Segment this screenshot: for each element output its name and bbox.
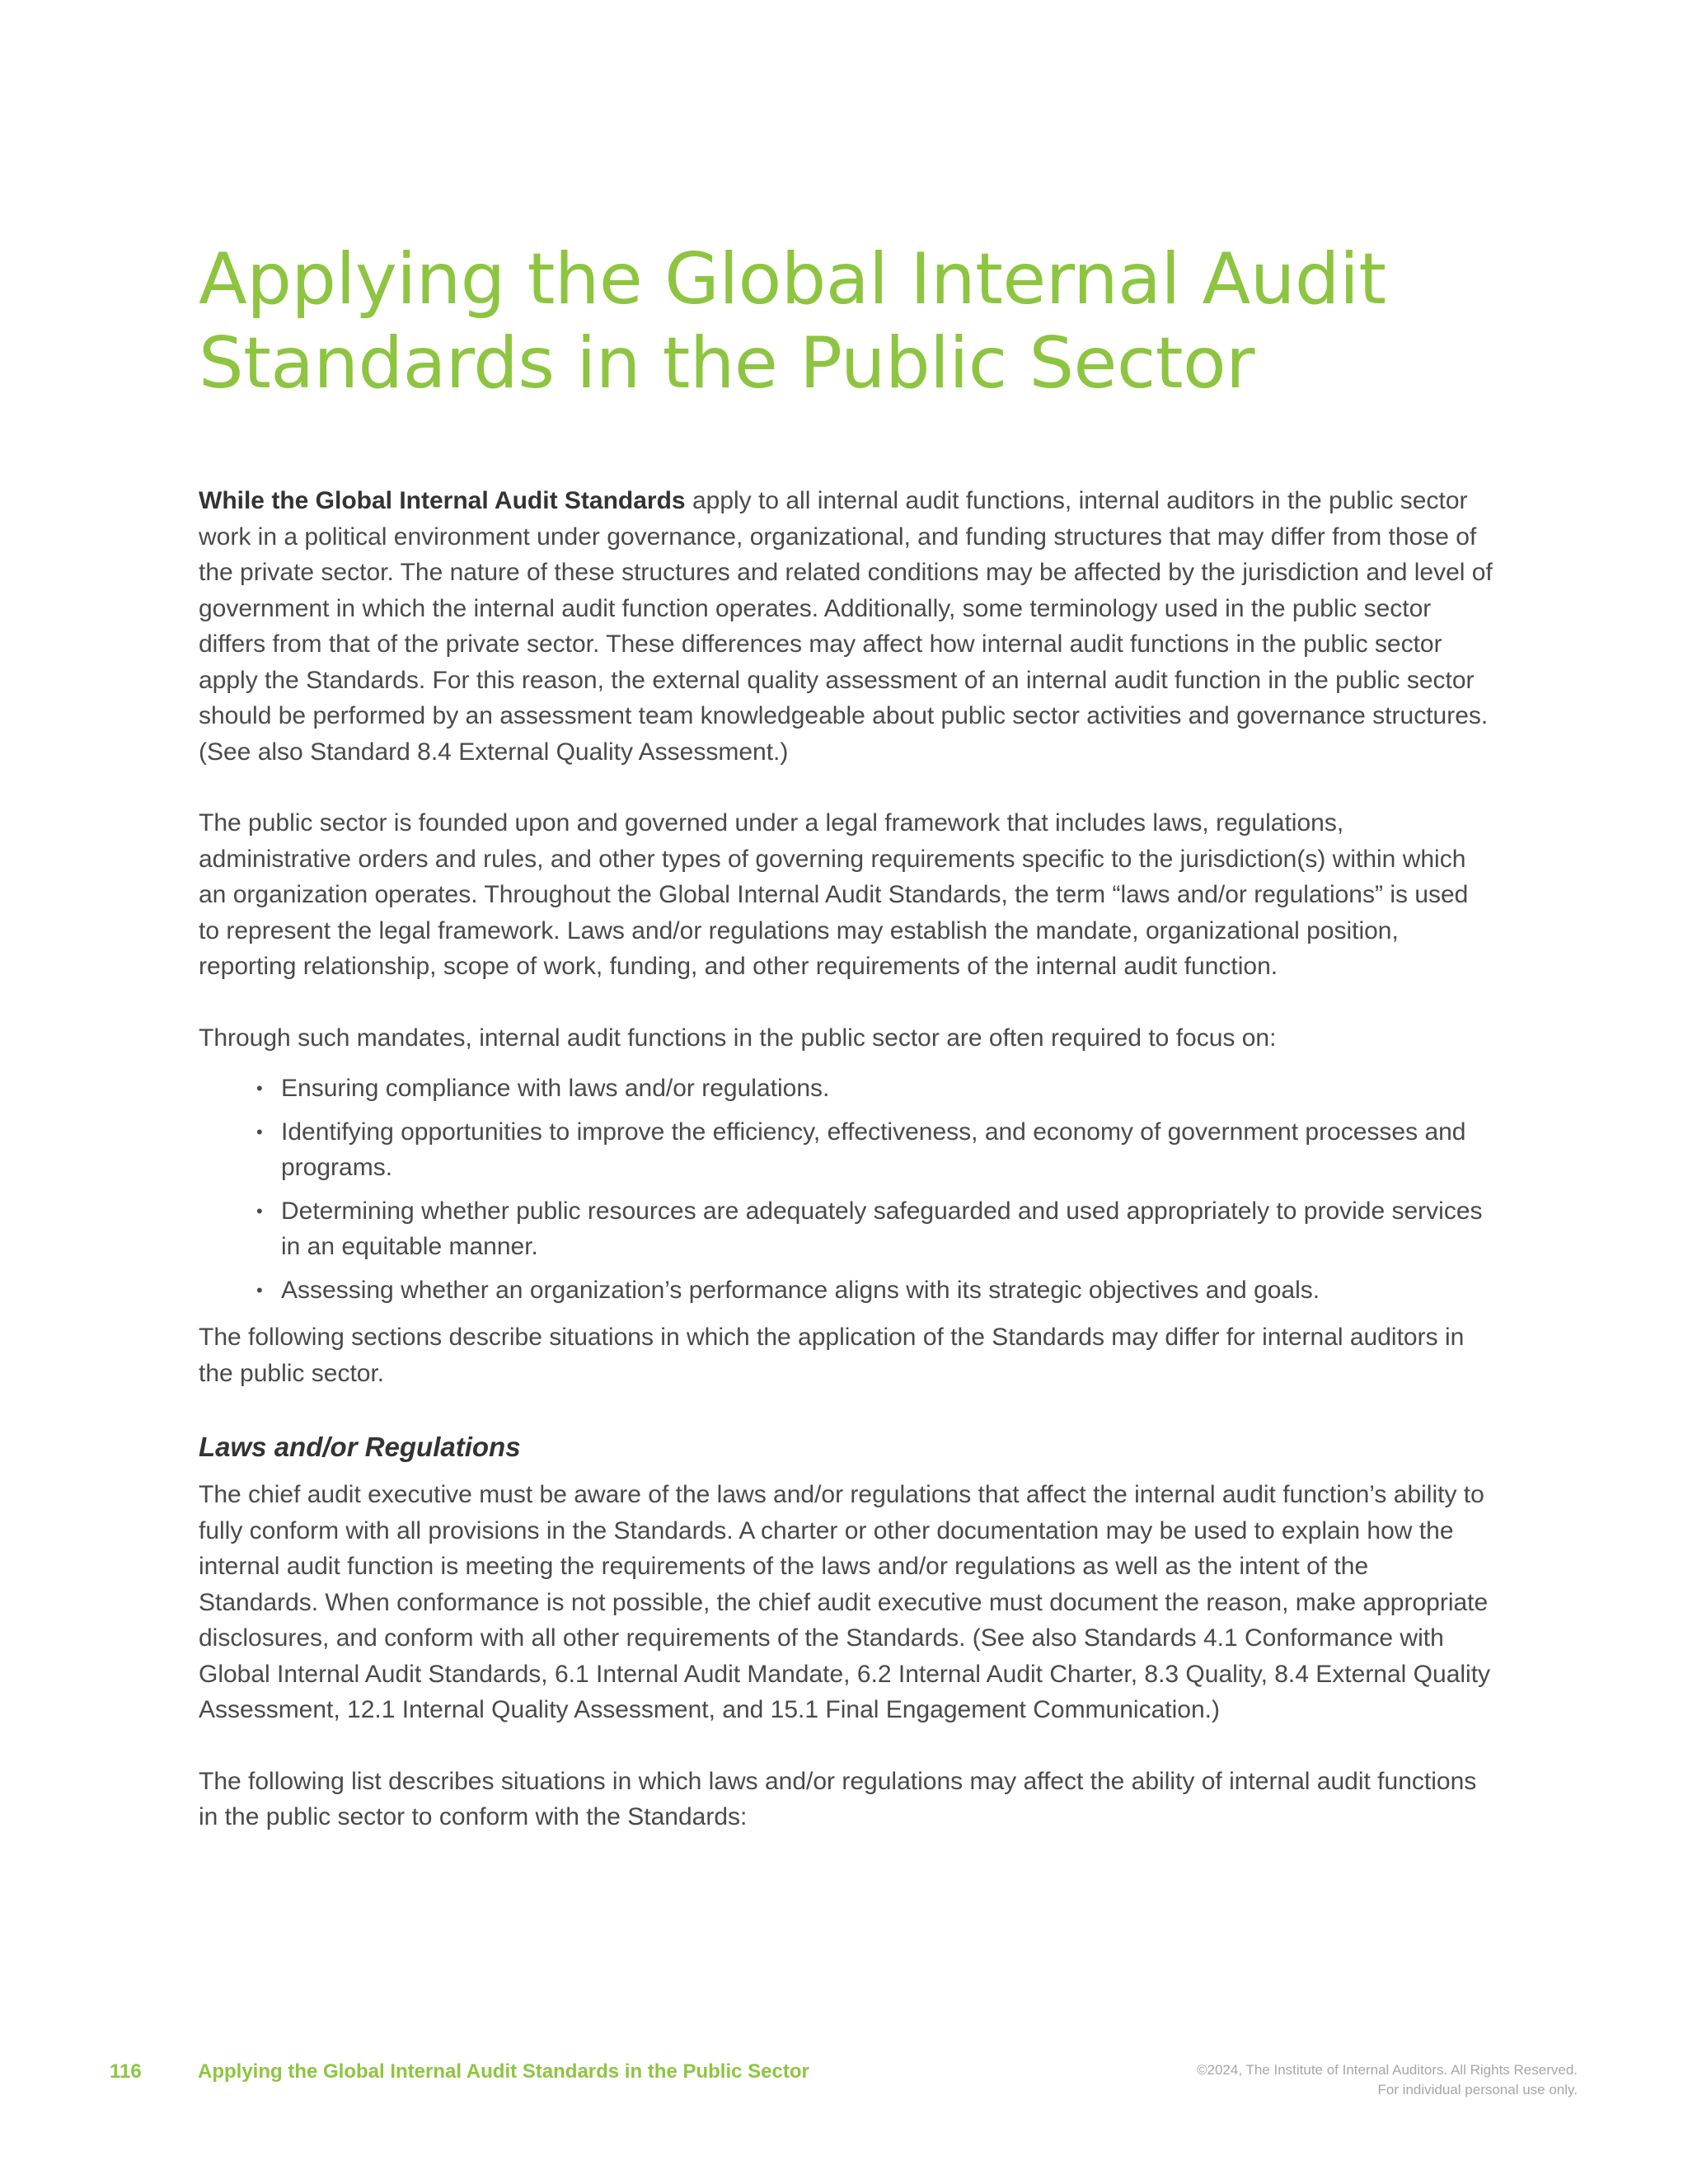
- intro-bold-lead: While the Global Internal Audit Standards: [199, 487, 686, 514]
- footer-copyright: [1197, 2060, 1578, 2100]
- title-line-1: Applying the Global Internal Audit: [199, 238, 1386, 321]
- title-line-2: Standards in the Public Sector: [199, 322, 1254, 405]
- bullet-icon: •: [256, 1078, 263, 1099]
- usage-text: For individual personal use only.: [1377, 2082, 1578, 2097]
- bullet-icon: •: [256, 1121, 263, 1142]
- copyright-text: ©2024, The Institute of Internal Auditors. All Rights Reserved.: [1196, 2062, 1578, 2078]
- footer-section-title: Applying the Global Internal Audit Standards in the Public Sector: [198, 2060, 809, 2083]
- page-title: [199, 237, 1493, 405]
- intro-paragraph: [199, 483, 1493, 770]
- situations-paragraph: The following list describes situations in which laws and/or regulations may affect the ability of internal audit functions in the public sector to conform with the Standards:: [199, 1767, 1477, 1830]
- intro-text: apply to all internal audit functions, internal auditors in the public sector work in a political environment under governance, organizational, and funding structures that may differ from those of the private sector. The nature of these structures and related conditions may be affected by the jurisdiction and level of government in which the internal audit function operates. Additionally, some terminology used in the public sector differs from that of the private sector. These differences may affect how internal audit functions in the public sector apply the Standards. For this reason, the external quality assessment of an internal audit function in the public sector should be performed by an assessment team knowledgeable about public sector activities and governance structures. (See also Standard 8.4 External Quality Assessment.): [199, 487, 1493, 766]
- sections-paragraph: The following sections describe situations in which the application of the Standards may differ for internal auditors in the public sector.: [199, 1324, 1465, 1387]
- bullet-icon: •: [256, 1279, 263, 1301]
- legal-framework-paragraph: The public sector is founded upon and governed under a legal framework that includes laws, regulations, administrative orders and rules, and other types of governing requirements specific to the jurisdiction(s) within which an organization operates. Throughout the Global Internal Audit Standards, the term “laws and/or regulations” is used to represent the legal framework. Laws and/or regulations may establish the mandate, organizational position, reporting relationship, scope of work, funding, and other requirements of the internal audit function.: [199, 809, 1469, 980]
- focus-list: [199, 1071, 1493, 1308]
- mandates-paragraph: Through such mandates, internal audit functions in the public sector are often required to focus on:: [199, 1024, 1277, 1052]
- list-item: • Determining whether public resources are adequately safeguarded and used appropriately to provide services in an equitable manner.: [281, 1193, 1493, 1265]
- cae-paragraph: The chief audit executive must be aware of the laws and/or regulations that affect the internal audit function’s ability to fully conform with all provisions in the Standards. A charter or other documentation may be used to explain how the internal audit function is meeting the requirements of the laws and/or regulations as well as the intent of the Standards. When conformance is not possible, the chief audit executive must document the reason, make appropriate disclosures, and conform with all other requirements of the Standards. (See also Standards 4.1 Conformance with Global Internal Audit Standards, 6.1 Internal Audit Mandate, 6.2 Internal Audit Charter, 8.3 Quality, 8.4 External Quality Assessment, 12.1 Internal Quality Assessment, and 15.1 Final Engagement Communication.): [199, 1481, 1491, 1723]
- list-item: • Identifying opportunities to improve the efficiency, effectiveness, and economy of government processes and programs.: [281, 1114, 1493, 1186]
- list-item: • Ensuring compliance with laws and/or regulations.: [281, 1071, 1493, 1107]
- main-content: [199, 237, 1493, 1835]
- section-heading: Laws and/or Regulations: [199, 1432, 521, 1462]
- bullet-icon: •: [256, 1200, 263, 1221]
- page-number: 116: [110, 2060, 142, 2083]
- list-item: • Assessing whether an organization’s performance aligns with its strategic objectives and goals.: [281, 1272, 1493, 1309]
